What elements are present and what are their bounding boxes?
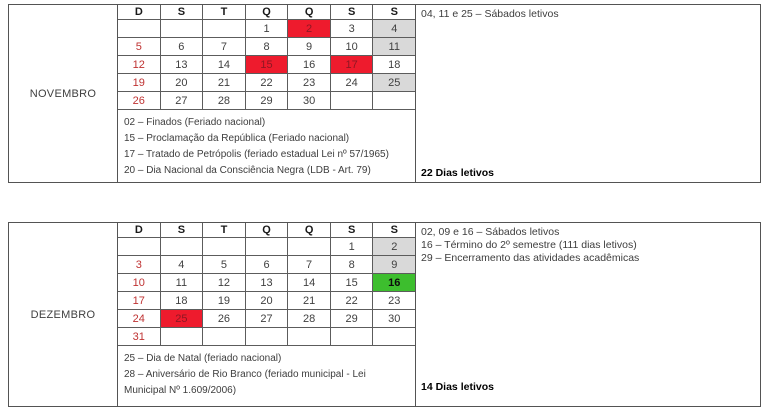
weekday-header-cell: S <box>161 223 204 238</box>
day-cell: 23 <box>288 74 331 92</box>
day-cell: 20 <box>246 292 289 310</box>
side-note-line: 16 – Término do 2º semestre (111 dias letivos) <box>421 239 637 251</box>
week-row <box>118 20 415 38</box>
day-cell: 30 <box>373 310 415 328</box>
day-cell: 29 <box>246 92 289 110</box>
day-cell: 17 <box>118 292 161 310</box>
week-row <box>118 274 415 292</box>
day-cell: 21 <box>288 292 331 310</box>
day-cell: 16 <box>373 274 415 292</box>
day-cell: 24 <box>331 74 374 92</box>
weekday-header-row <box>118 223 415 238</box>
month-table-november <box>8 4 761 183</box>
side-notes-cell <box>416 223 760 406</box>
week-row <box>118 56 415 74</box>
day-cell: 23 <box>373 292 415 310</box>
day-cell: 14 <box>288 274 331 292</box>
day-cell: 18 <box>161 292 204 310</box>
weekday-header-cell: T <box>203 223 246 238</box>
day-cell: 28 <box>203 92 246 110</box>
weekday-header-cell: Q <box>246 223 289 238</box>
day-cell: 6 <box>246 256 289 274</box>
day-cell <box>203 20 246 38</box>
day-cell: 9 <box>288 38 331 56</box>
holiday-notes <box>118 346 415 406</box>
day-cell: 10 <box>118 274 161 292</box>
day-cell: 4 <box>161 256 204 274</box>
day-cell: 2 <box>373 238 415 256</box>
weekday-header-cell: D <box>118 5 161 20</box>
week-row <box>118 38 415 56</box>
month-label: NOVEMBRO <box>9 5 118 182</box>
day-cell: 19 <box>118 74 161 92</box>
calendar-grid <box>118 5 416 182</box>
holiday-note-line: 25 – Dia de Natal (feriado nacional) <box>124 353 282 364</box>
day-cell <box>203 238 246 256</box>
weekday-header-cell: S <box>331 5 374 20</box>
holiday-note-line: 17 – Tratado de Petrópolis (feriado estadual Lei nº 57/1965) <box>124 149 389 160</box>
day-cell <box>161 20 204 38</box>
week-row <box>118 328 415 346</box>
day-cell: 8 <box>246 38 289 56</box>
day-cell: 30 <box>288 92 331 110</box>
day-cell: 18 <box>373 56 415 74</box>
calendar-grid <box>118 223 416 406</box>
day-cell <box>373 92 415 110</box>
total-days-label: 22 Dias letivos <box>421 167 494 179</box>
weekday-header-cell: S <box>331 223 374 238</box>
day-cell <box>161 328 204 346</box>
day-cell <box>118 20 161 38</box>
day-cell: 27 <box>161 92 204 110</box>
side-note-line: 04, 11 e 25 – Sábados letivos <box>421 8 559 20</box>
month-label: DEZEMBRO <box>9 223 118 406</box>
day-cell <box>288 328 331 346</box>
side-notes <box>416 223 760 265</box>
day-cell: 3 <box>331 20 374 38</box>
weekday-header-cell: D <box>118 223 161 238</box>
day-cell: 15 <box>331 274 374 292</box>
day-cell: 12 <box>203 274 246 292</box>
day-cell: 8 <box>331 256 374 274</box>
week-row <box>118 238 415 256</box>
day-cell: 5 <box>203 256 246 274</box>
day-cell: 25 <box>161 310 204 328</box>
day-cell <box>161 238 204 256</box>
weekday-header-row <box>118 5 415 20</box>
day-cell <box>203 328 246 346</box>
day-cell: 2 <box>288 20 331 38</box>
day-cell: 11 <box>373 38 415 56</box>
weekday-header-cell: S <box>373 5 415 20</box>
weekday-header-cell: Q <box>288 223 331 238</box>
day-cell <box>331 92 374 110</box>
week-row <box>118 92 415 110</box>
week-row <box>118 292 415 310</box>
side-note-line: 29 – Encerramento das atividades acadêmicas <box>421 252 640 264</box>
day-cell: 27 <box>246 310 289 328</box>
day-cell: 10 <box>331 38 374 56</box>
day-cell: 7 <box>203 38 246 56</box>
day-cell: 7 <box>288 256 331 274</box>
weeks <box>118 238 415 346</box>
holiday-notes <box>118 110 415 182</box>
day-cell: 29 <box>331 310 374 328</box>
day-cell: 28 <box>288 310 331 328</box>
day-cell <box>246 328 289 346</box>
day-cell: 13 <box>246 274 289 292</box>
side-note-line: 02, 09 e 16 – Sábados letivos <box>421 226 560 238</box>
day-cell: 1 <box>331 238 374 256</box>
day-cell <box>331 328 374 346</box>
holiday-note-line: 02 – Finados (Feriado nacional) <box>124 117 266 128</box>
day-cell <box>246 238 289 256</box>
holiday-note-line: 20 – Dia Nacional da Consciência Negra (LDB - Art. 79) <box>124 165 371 176</box>
day-cell: 26 <box>203 310 246 328</box>
week-row <box>118 256 415 274</box>
weekday-header-cell: S <box>373 223 415 238</box>
day-cell: 14 <box>203 56 246 74</box>
day-cell: 24 <box>118 310 161 328</box>
day-cell: 4 <box>373 20 415 38</box>
day-cell <box>373 328 415 346</box>
day-cell: 20 <box>161 74 204 92</box>
day-cell: 12 <box>118 56 161 74</box>
weekday-header-cell: Q <box>288 5 331 20</box>
side-notes-cell <box>416 5 760 182</box>
day-cell <box>118 238 161 256</box>
day-cell: 17 <box>331 56 374 74</box>
holiday-note-line: 15 – Proclamação da República (Feriado nacional) <box>124 133 350 144</box>
day-cell: 11 <box>161 274 204 292</box>
weekday-header-cell: Q <box>246 5 289 20</box>
month-table-december <box>8 222 761 407</box>
day-cell: 16 <box>288 56 331 74</box>
day-cell: 15 <box>246 56 289 74</box>
week-row <box>118 74 415 92</box>
day-cell: 5 <box>118 38 161 56</box>
day-cell: 19 <box>203 292 246 310</box>
day-cell: 26 <box>118 92 161 110</box>
weeks <box>118 20 415 110</box>
week-row <box>118 310 415 328</box>
day-cell: 1 <box>246 20 289 38</box>
side-notes <box>416 5 760 21</box>
day-cell: 9 <box>373 256 415 274</box>
day-cell <box>288 238 331 256</box>
day-cell: 21 <box>203 74 246 92</box>
day-cell: 22 <box>331 292 374 310</box>
day-cell: 25 <box>373 74 415 92</box>
total-days-label: 14 Dias letivos <box>421 381 494 393</box>
day-cell: 6 <box>161 38 204 56</box>
day-cell: 3 <box>118 256 161 274</box>
day-cell: 31 <box>118 328 161 346</box>
weekday-header-cell: S <box>161 5 204 20</box>
holiday-note-line: 28 – Aniversário de Rio Branco (feriado municipal - Lei Municipal Nº 1.609/2006) <box>124 369 366 396</box>
day-cell: 13 <box>161 56 204 74</box>
day-cell: 22 <box>246 74 289 92</box>
weekday-header-cell: T <box>203 5 246 20</box>
